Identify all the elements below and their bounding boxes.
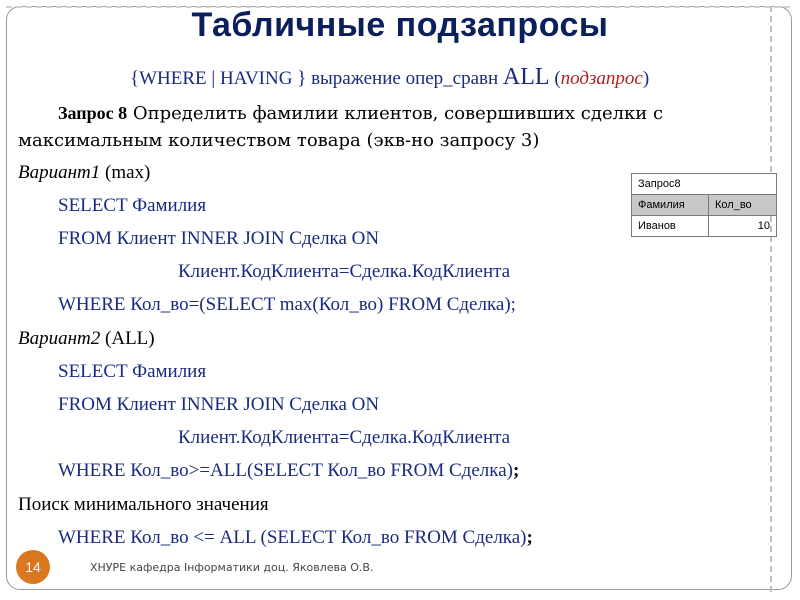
syntax-clause: {WHERE | HAVING } выражение опер_сравн bbox=[130, 68, 503, 89]
variant2-suffix: (ALL) bbox=[100, 328, 155, 349]
minimum-line-text: WHERE Кол_во <= ALL (SELECT Кол_во FROM Сделка) bbox=[58, 527, 527, 548]
variant2-label: Вариант2 bbox=[18, 328, 101, 349]
syntax-open: ( bbox=[549, 68, 561, 89]
variant2-line-2: FROM Клиент INNER JOIN Сделка ON bbox=[58, 394, 380, 415]
variant1-suffix: (max) bbox=[100, 162, 151, 183]
syntax-subquery: подзапрос bbox=[560, 68, 643, 89]
variant2-line-1: SELECT Фамилия bbox=[58, 361, 207, 382]
syntax-line bbox=[130, 64, 649, 91]
task-text: Определить фамилии клиентов, совершивших сделки с максимальным количеством товара (экв-но запросу 3) bbox=[18, 103, 664, 151]
minimum-semicolon: ; bbox=[526, 527, 533, 548]
variant2-heading bbox=[18, 328, 155, 350]
variant1-label: Вариант1 bbox=[18, 162, 101, 183]
variant1-heading bbox=[18, 162, 150, 184]
column-header-surname: Фамилия bbox=[632, 195, 709, 216]
variant1-line-1: SELECT Фамилия bbox=[58, 195, 207, 216]
slide-number-badge: 14 bbox=[16, 550, 50, 584]
table-caption: Запрос8 bbox=[632, 174, 777, 195]
variant1-line-4: WHERE Кол_во=(SELECT max(Кол_во) FROM Сделка); bbox=[58, 294, 516, 315]
task-label: Запрос 8 bbox=[58, 103, 128, 123]
variant2-line-4-text: WHERE Кол_во>=ALL(SELECT Кол_во FROM Сделка) bbox=[58, 460, 513, 481]
task-description bbox=[18, 100, 738, 154]
minimum-heading: Поиск минимального значения bbox=[18, 494, 269, 515]
right-dashed-border bbox=[770, 6, 772, 592]
syntax-all: ALL bbox=[502, 64, 550, 90]
table-header-row bbox=[632, 195, 777, 216]
footer-text: ХНУРЕ кафедра Інформатики доц. Яковлева О.В. bbox=[90, 561, 374, 574]
variant2-line-4 bbox=[58, 460, 519, 482]
variant1-line-2: FROM Клиент INNER JOIN Сделка ON bbox=[58, 228, 380, 249]
cell-qty: 10 bbox=[709, 216, 777, 237]
variant2-line-3: Клиент.КодКлиента=Сделка.КодКлиента bbox=[178, 427, 511, 448]
table-caption-row bbox=[632, 174, 777, 195]
cell-surname: Иванов bbox=[632, 216, 709, 237]
minimum-line bbox=[58, 527, 533, 549]
column-header-qty: Кол_во bbox=[709, 195, 777, 216]
syntax-close: ) bbox=[642, 68, 650, 89]
slide-title: Табличные подзапросы bbox=[191, 6, 609, 44]
query-result-table bbox=[631, 173, 777, 237]
variant2-semicolon: ; bbox=[512, 460, 520, 481]
table-row bbox=[632, 216, 777, 237]
variant1-line-3: Клиент.КодКлиента=Сделка.КодКлиента bbox=[178, 261, 511, 282]
